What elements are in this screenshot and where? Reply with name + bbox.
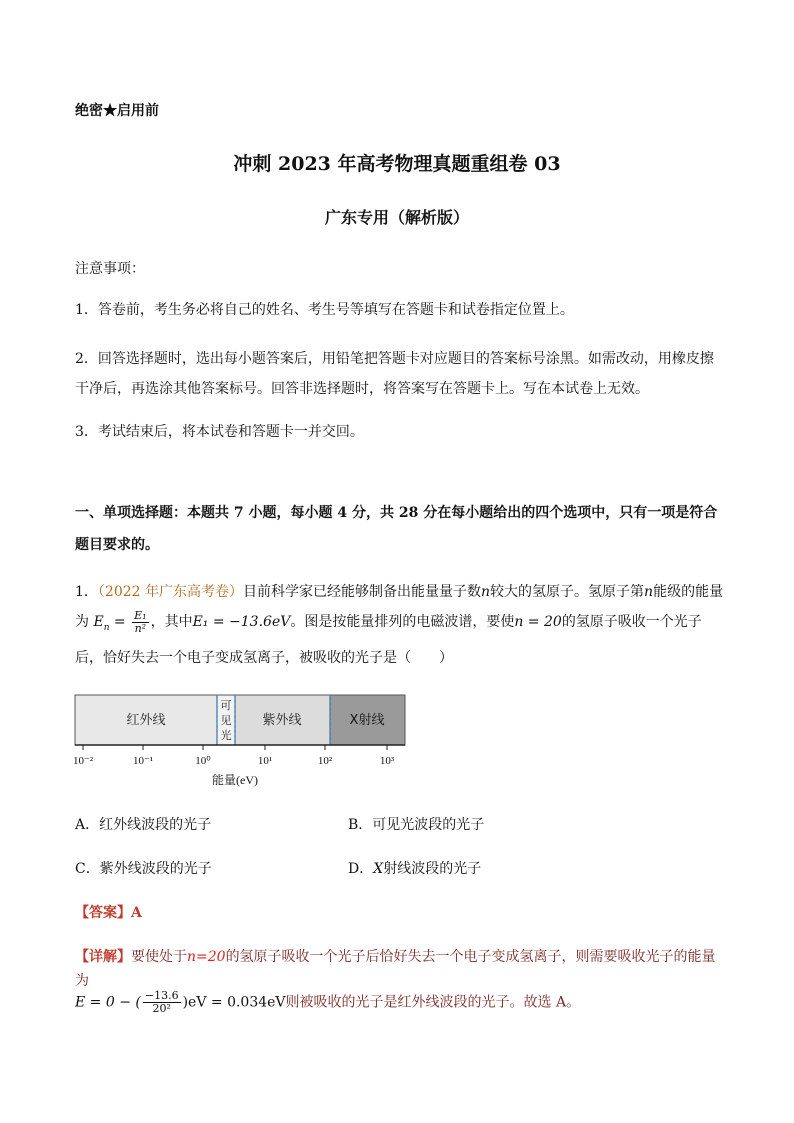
option-c: C．紫外线波段的光子: [75, 861, 212, 877]
confidential-label: 绝密★启用前: [75, 103, 159, 119]
var-n: n: [481, 584, 491, 600]
n-equals: n = 20: [514, 614, 562, 630]
axis-tick-label-3: 10¹: [257, 755, 273, 767]
axis-tick-label-5: 10³: [379, 755, 395, 767]
axis-tick-label-1: 10⁻¹: [132, 755, 154, 767]
notice-item-2: 2．回答选择题时，选出每小题答案后，用铅笔把答题卡对应题目的答案标号涂黑。如需改动，用橡皮擦干净后，再选涂其他答案标号。回答非选择题时，将答案写在答题卡上。写在本试卷上无效。: [75, 351, 714, 397]
band-label-infrared: 红外线: [126, 713, 166, 728]
section-heading: 一、单项选择题：本题共 7 小题，每小题 4 分，共 28 分在每小题给出的四个选项中，只有一项是符合题目要求的。: [75, 505, 718, 553]
detail-tag: 【详解】: [75, 949, 131, 965]
band-label-visible-1: 可: [220, 699, 232, 712]
spectrum-diagram: [72, 692, 420, 792]
option-b: B．可见光波段的光子: [348, 817, 485, 833]
notice-heading: 注意事项：: [75, 261, 145, 277]
notice-item-3: 3．考试结束后，将本试卷和答题卡一并交回。: [75, 424, 364, 440]
question-text-2: 较大的氢原子。氢原子第: [490, 584, 645, 600]
axis-label: 能量(eV): [212, 773, 258, 787]
question-source: （2022 年广东高考卷）: [97, 584, 244, 600]
option-d: D．X射线波段的光子: [348, 861, 482, 877]
question-1: 1．（2022 年广东高考卷）目前科学家已经能够制备出能量量子数n较大的氢原子。氢原子第n能级的能量为 $E_n$ = $\frac{\text{E₁}}{\text{n²}}$ ，其中E₁ = −13.6eV。图是按能量排列的电磁波谱，要使n = 20的氢原子吸收一个光子后，恰好失去一个电子变成氢离子，被吸收的光子是（ ）: [75, 584, 724, 666]
question-text-4: ，其中: [150, 614, 193, 630]
detail-formula: E = 0 − ( $\frac{-13.6}{\text{20²}}$ )eV = 0.034eV则被吸收的光子是红外线波段的光子。故选 A。: [75, 989, 581, 1015]
formula-lhs: $E_n$: [93, 614, 110, 633]
question-text-3: 能级的能量为: [75, 584, 724, 630]
band-label-visible-2: 见: [220, 714, 232, 727]
notice-item-1: 1．答卷前，考生务必将自己的姓名、考生号等填写在答题卡和试卷指定位置上。: [75, 302, 574, 318]
question-text-5: 。图是按能量排列的电磁波谱，要使: [290, 614, 515, 630]
formula-fraction-2: $\frac{-13.6}{\text{20²}}$: [144, 989, 179, 1015]
e1-value: E₁ = −13.6eV: [192, 614, 291, 630]
formula-fraction: $\frac{\text{E₁}}{\text{n²}}$: [134, 608, 147, 635]
page-title: 冲刺 2023 年高考物理真题重组卷 03: [233, 153, 561, 175]
detail-explanation: 【详解】要使处于n=20的氢原子吸收一个光子后恰好失去一个电子变成氢离子，则需要吸收光子的能量为: [75, 949, 716, 989]
question-number: 1．: [75, 584, 98, 600]
page-subtitle: 广东专用（解析版）: [324, 208, 469, 227]
var-n-2: n: [644, 584, 654, 600]
question-text-1: 目前科学家已经能够制备出能量量子数: [243, 584, 482, 600]
band-label-visible-3: 光: [220, 729, 232, 742]
axis-tick-label-2: 10⁰: [195, 755, 211, 767]
axis-ticks: [73, 745, 395, 767]
answer-label: 【答案】A: [75, 905, 142, 921]
band-label-xray: X射线: [349, 713, 385, 728]
question-text-6: 的氢原子吸收一个光子后，恰好失去一个电子变成氢离子，被吸收的光子是（ ）: [75, 614, 702, 666]
axis-tick-label-0: 10⁻²: [72, 755, 94, 767]
band-label-ultraviolet: 紫外线: [262, 713, 302, 728]
detail-n-value: n=20: [187, 949, 226, 965]
axis-tick-label-4: 10²: [317, 755, 333, 767]
option-a: A．红外线波段的光子: [75, 817, 212, 833]
